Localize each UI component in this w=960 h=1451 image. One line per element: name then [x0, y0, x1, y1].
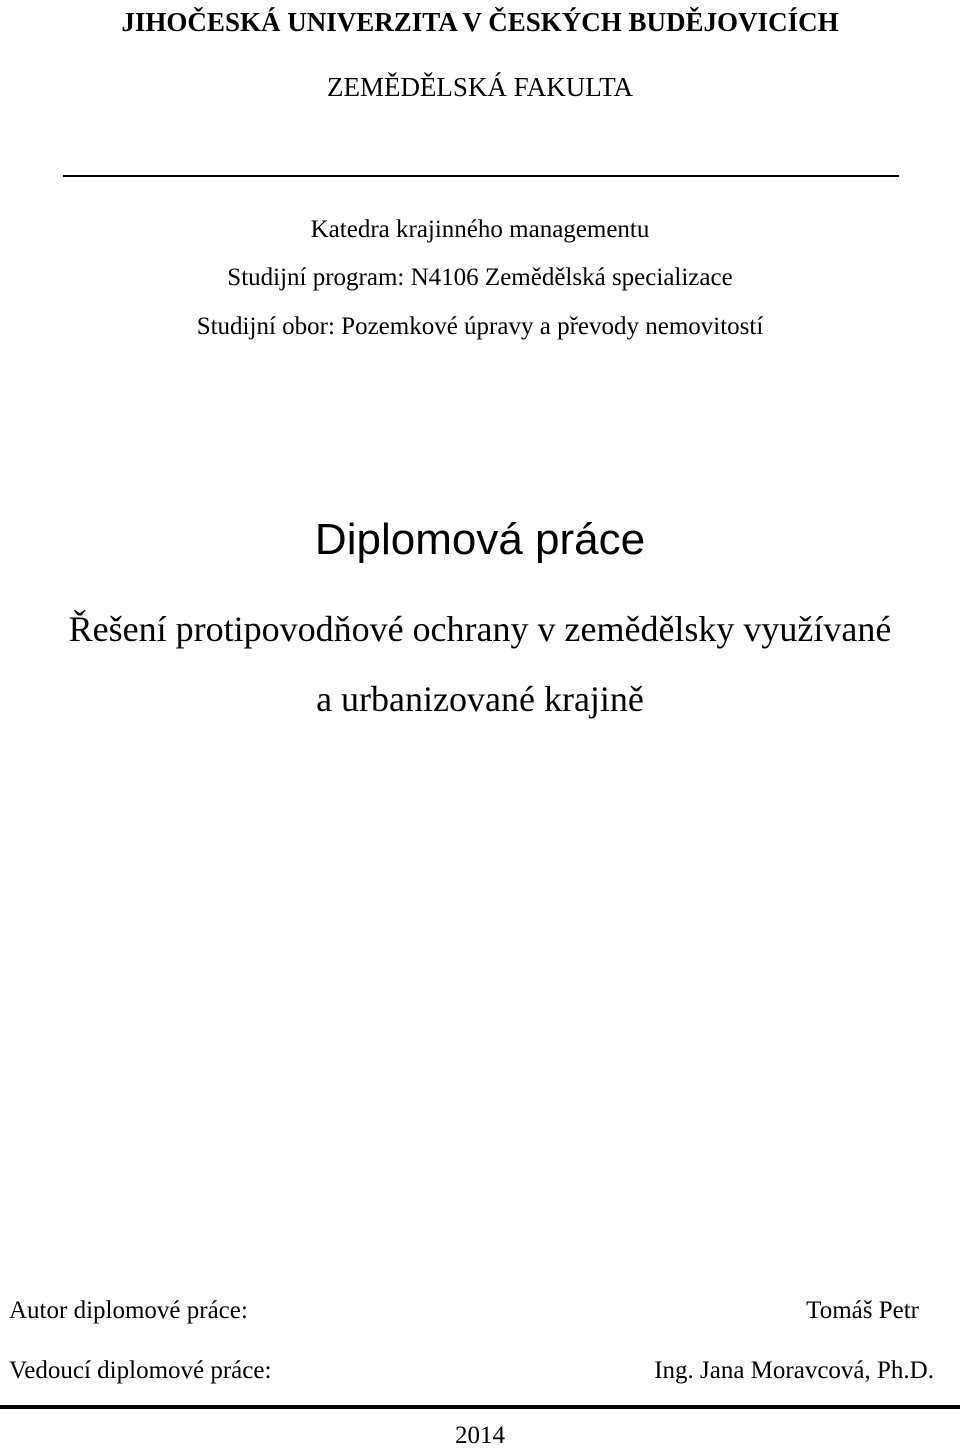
author-name: Tomáš Petr	[806, 1297, 919, 1324]
author-label: Autor diplomové práce:	[9, 1297, 248, 1324]
study-field: Studijní obor: Pozemkové úpravy a převody nemovitostí	[196, 313, 764, 340]
faculty-name: ZEMĚDĚLSKÁ FAKULTA	[326, 72, 634, 102]
thesis-title-line-1: Řešení protipovodňové ochrany v zemědělsky využívané	[68, 609, 892, 649]
thesis-year: 2014	[455, 1422, 505, 1449]
university-name: JIHOČESKÁ UNIVERZITA V ČESKÝCH BUDĚJOVICÍCH	[121, 7, 839, 37]
department-name: Katedra krajinného managementu	[310, 216, 650, 243]
supervisor-name: Ing. Jana Moravcová, Ph.D.	[654, 1357, 934, 1384]
header-divider	[63, 175, 899, 177]
thesis-title-line-2: a urbanizované krajině	[316, 679, 644, 719]
supervisor-row	[0, 1356, 960, 1386]
author-row	[0, 1296, 960, 1326]
footer-divider	[0, 1405, 960, 1409]
study-program: Studijní program: N4106 Zemědělská specializace	[227, 264, 733, 291]
supervisor-label: Vedoucí diplomové práce:	[9, 1357, 272, 1384]
thesis-type: Diplomová práce	[314, 515, 646, 564]
